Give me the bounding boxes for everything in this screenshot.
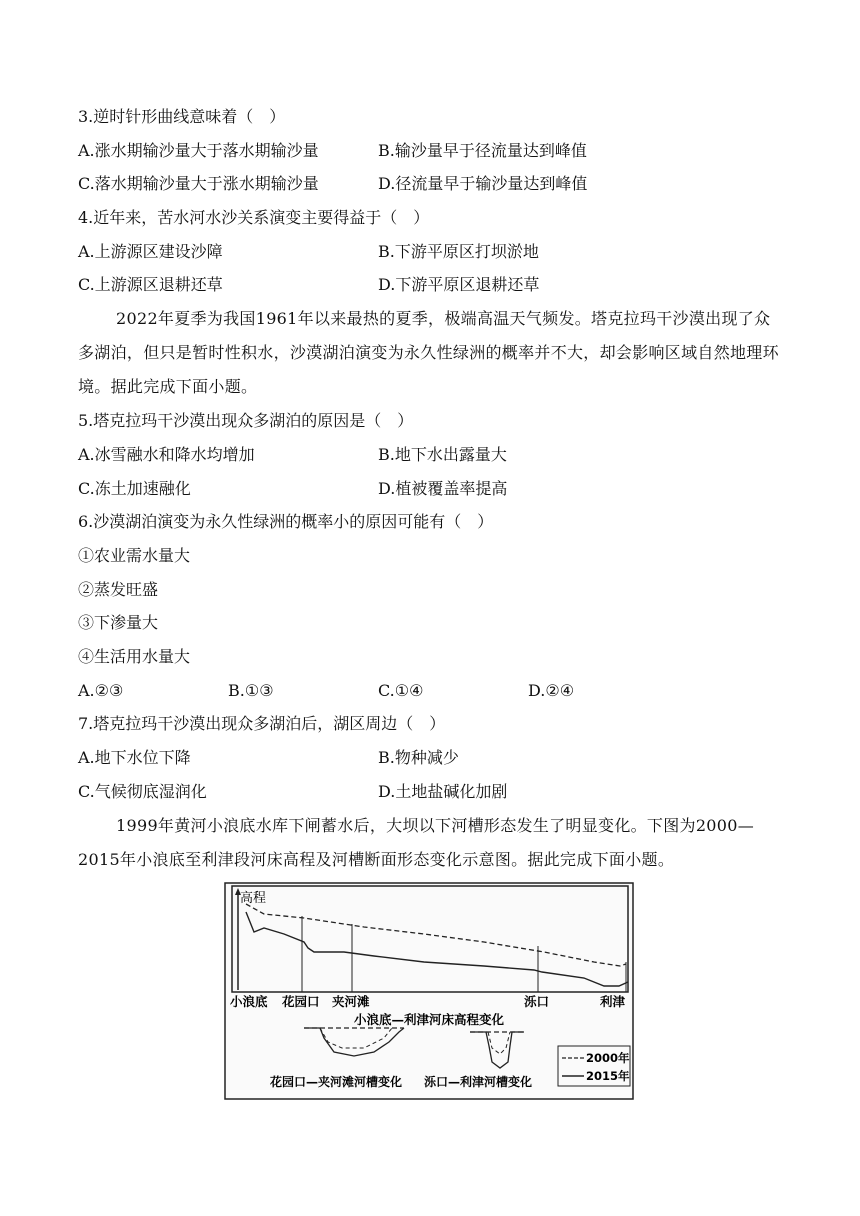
profile-title: 小浪底—利津河床高程变化 bbox=[354, 1012, 505, 1027]
q6-item-3: ③下渗量大 bbox=[78, 613, 159, 632]
q3-option-b: B.输沙量早于径流量达到峰值 bbox=[378, 141, 587, 160]
passage-desert-lakes: 2022年夏季为我国1961年以来最热的夏季，极端高温天气频发。塔克拉玛干沙漠出现了众多湖泊，但只是暂时性积水，沙漠湖泊演变为永久性绿洲的概率并不大，却会影响区域自然地理环境。据此完成下面小题。 bbox=[78, 309, 779, 396]
riverbed-diagram bbox=[224, 882, 634, 1100]
section-right-caption: 泺口—利津河槽变化 bbox=[424, 1075, 533, 1089]
passage-xiaolangdi: 1999年黄河小浪底水库下闸蓄水后，大坝以下河槽形态发生了明显变化。下图为2000—2015年小浪底至利津段河床高程及河槽断面形态变化示意图。据此完成下面小题。 bbox=[78, 816, 755, 869]
y-axis-label: 高程 bbox=[240, 891, 267, 906]
q4-option-b: B.下游平原区打坝淤地 bbox=[378, 242, 539, 261]
q7-option-a: A.地下水位下降 bbox=[78, 748, 191, 767]
section-left-caption: 花园口—夹河滩河槽变化 bbox=[270, 1075, 403, 1089]
q7-option-b: B.物种减少 bbox=[378, 748, 459, 767]
riverbed-figure bbox=[224, 882, 634, 1100]
q5-option-a: A.冰雪融水和降水均增加 bbox=[78, 445, 255, 464]
q6-option-b: B.①③ bbox=[228, 681, 274, 700]
q6-option-a: A.②③ bbox=[78, 681, 124, 700]
q3-option-d: D.径流量早于输沙量达到峰值 bbox=[378, 174, 588, 193]
q3-stem: 3.逆时针形曲线意味着（ ） bbox=[78, 107, 286, 126]
q5-option-b: B.地下水出露量大 bbox=[378, 445, 507, 464]
station-huayuankou: 花园口 bbox=[282, 994, 320, 1009]
q7-option-c: C.气候彻底湿润化 bbox=[78, 782, 207, 801]
q4-option-c: C.上游源区退耕还草 bbox=[78, 275, 223, 294]
q6-option-c: C.①④ bbox=[378, 681, 424, 700]
station-xiaolangdi: 小浪底 bbox=[230, 994, 268, 1009]
q3-option-a: A.涨水期输沙量大于落水期输沙量 bbox=[78, 141, 319, 160]
q7-option-d: D.土地盐碱化加剧 bbox=[378, 782, 508, 801]
q5-option-c: C.冻土加速融化 bbox=[78, 479, 191, 498]
q6-item-2: ②蒸发旺盛 bbox=[78, 580, 159, 599]
q4-option-a: A.上游源区建设沙障 bbox=[78, 242, 223, 261]
legend-2000-label: 2000年 bbox=[586, 1051, 630, 1065]
station-lijin: 利津 bbox=[600, 994, 626, 1009]
legend-2015-label: 2015年 bbox=[586, 1069, 630, 1083]
q4-option-d: D.下游平原区退耕还草 bbox=[378, 275, 540, 294]
q3-option-c: C.落水期输沙量大于涨水期输沙量 bbox=[78, 174, 319, 193]
q6-item-1: ①农业需水量大 bbox=[78, 546, 191, 565]
q7-stem: 7.塔克拉玛干沙漠出现众多湖泊后，湖区周边（ ） bbox=[78, 714, 446, 733]
q5-stem: 5.塔克拉玛干沙漠出现众多湖泊的原因是（ ） bbox=[78, 411, 414, 430]
q6-item-4: ④生活用水量大 bbox=[78, 647, 191, 666]
q4-stem: 4.近年来，苦水河水沙关系演变主要得益于（ ） bbox=[78, 208, 430, 227]
station-luokou: 泺口 bbox=[524, 994, 550, 1009]
q6-option-d: D.②④ bbox=[528, 681, 575, 700]
station-jiahetan: 夹河滩 bbox=[332, 994, 370, 1009]
q6-stem: 6.沙漠湖泊演变为永久性绿洲的概率小的原因可能有（ ） bbox=[78, 512, 494, 531]
q5-option-d: D.植被覆盖率提高 bbox=[378, 479, 508, 498]
